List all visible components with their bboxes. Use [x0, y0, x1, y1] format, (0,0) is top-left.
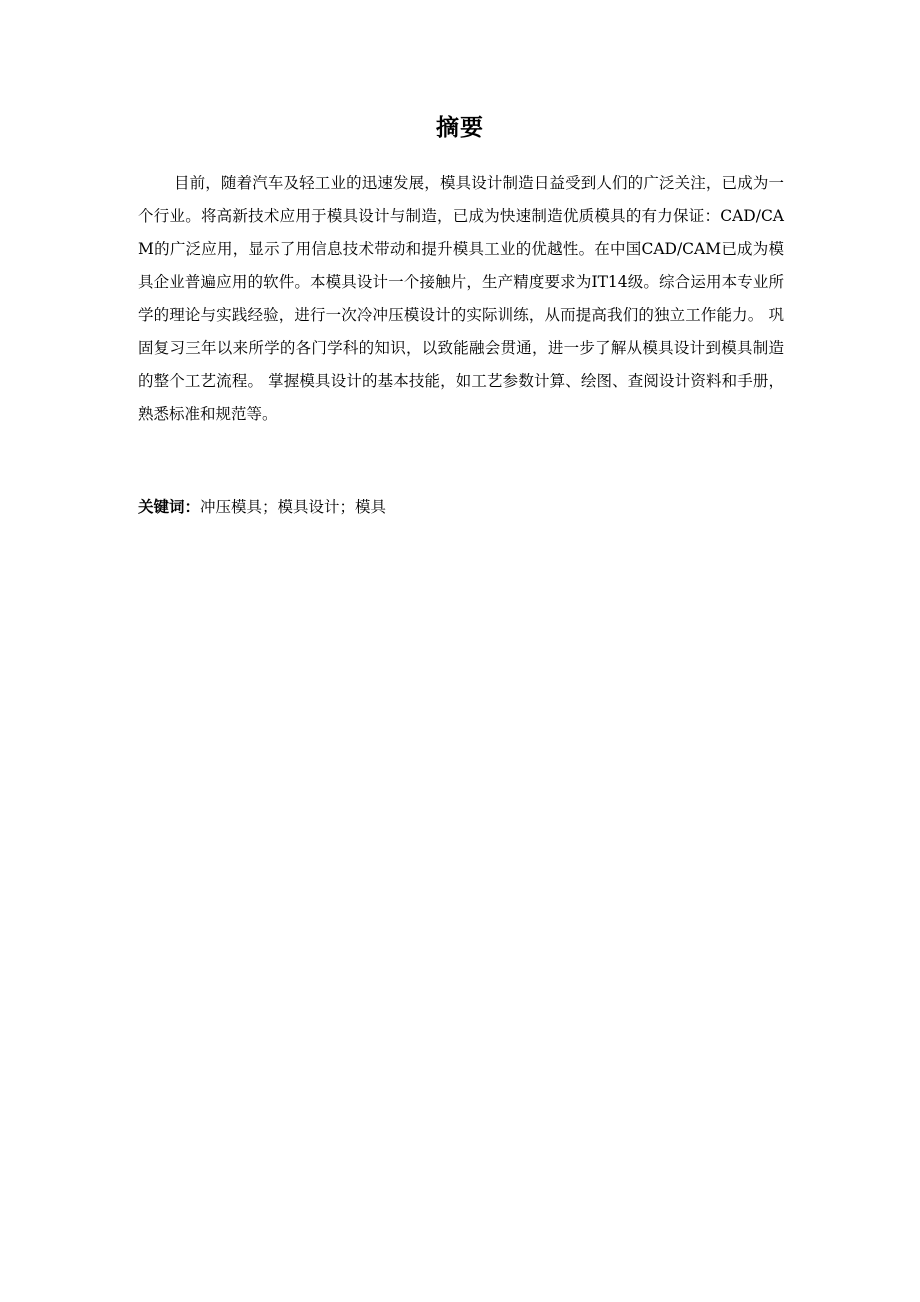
keywords-label: 关键词： [138, 498, 201, 516]
keywords-value: 冲压模具；模具设计；模具 [200, 498, 387, 516]
page-title: 摘要 [436, 115, 484, 141]
abstract-paragraph: 目前，随着汽车及轻工业的迅速发展，模具设计制造日益受到人们的广泛关注，已成为一个行业。将高新技术应用于模具设计与制造，已成为快速制造优质模具的有力保证：CAD/CAM的广泛应用，显示了用信息技术带动和提升模具工业的优越性。在中国CAD/CAM已成为模具企业普遍应用的软件。本模具设计一个接触片，生产精度要求为IT14级。综合运用本专业所学的理论与实践经验，进行一次冷冲压模设计的实际训练，从而提高我们的独立工作能力。 巩固复习三年以来所学的各门学科的知识，以致能融会贯通，进一步了解从模具设计到模具制造的整个工艺流程。 掌握模具设计的基本技能，如工艺参数计算、绘图、查阅设计资料和手册，熟悉标准和规范等。 [138, 174, 784, 423]
keywords-line [138, 491, 784, 524]
